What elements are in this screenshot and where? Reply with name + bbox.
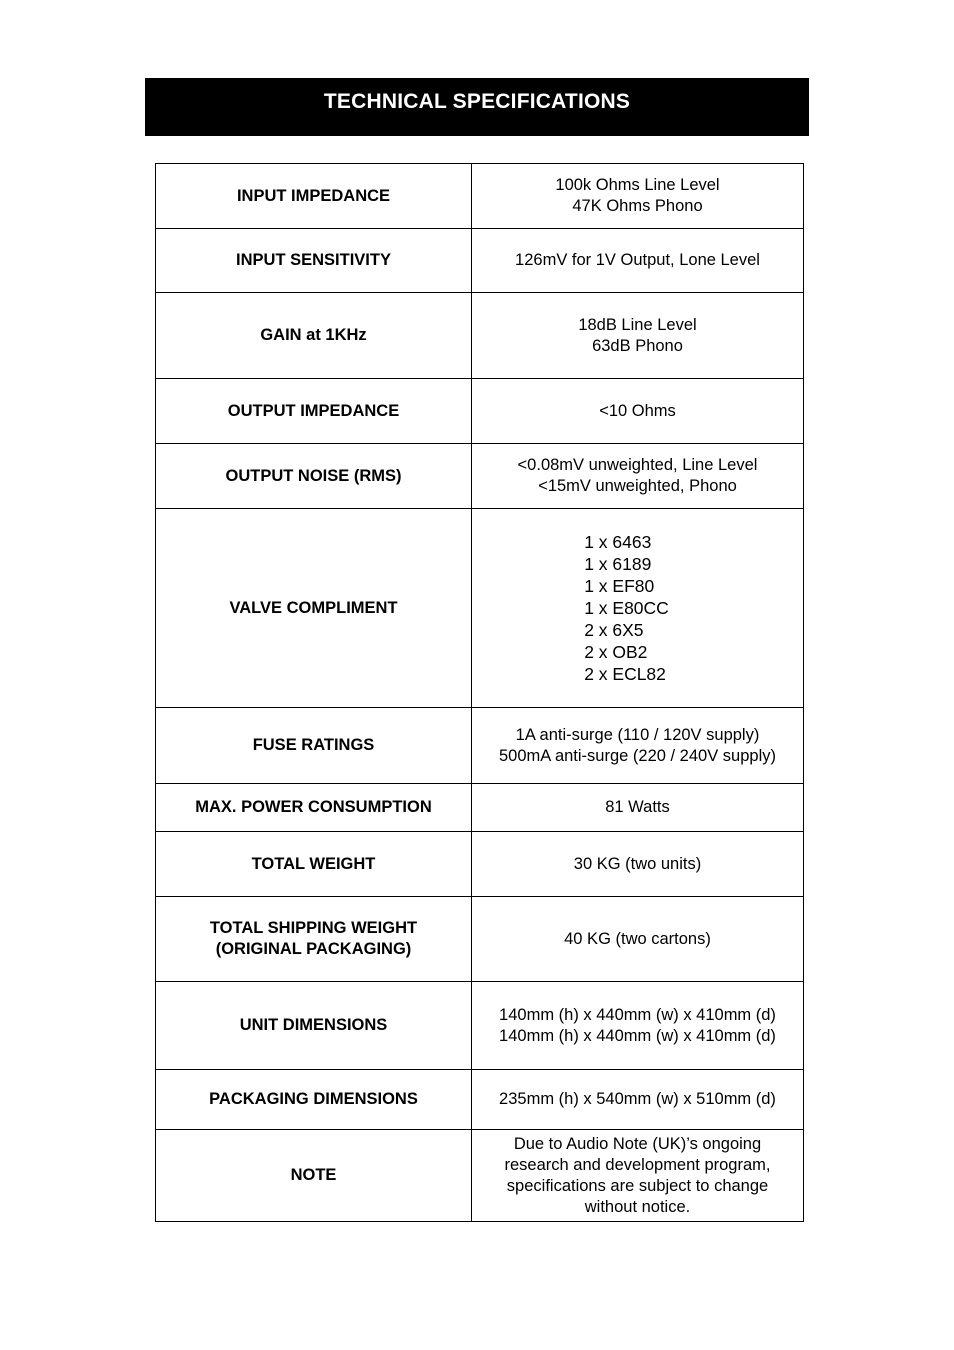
spec-label: UNIT DIMENSIONS bbox=[156, 982, 472, 1070]
table-row bbox=[156, 229, 804, 293]
spec-value: 126mV for 1V Output, Lone Level bbox=[472, 229, 804, 293]
table-row bbox=[156, 164, 804, 229]
valve-list: 1 x 6463 1 x 6189 1 x EF80 1 x E80CC 2 x 6X5 2 x OB2 2 x ECL82 bbox=[584, 531, 669, 684]
page-title: TECHNICAL SPECIFICATIONS bbox=[145, 78, 809, 136]
table-row bbox=[156, 708, 804, 784]
spec-table bbox=[155, 163, 804, 1222]
spec-label: MAX. POWER CONSUMPTION bbox=[156, 784, 472, 832]
spec-label: TOTAL WEIGHT bbox=[156, 832, 472, 897]
table-row bbox=[156, 1130, 804, 1222]
table-row bbox=[156, 784, 804, 832]
spec-label: OUTPUT NOISE (RMS) bbox=[156, 444, 472, 509]
spec-label: INPUT SENSITIVITY bbox=[156, 229, 472, 293]
spec-value: 100k Ohms Line Level 47K Ohms Phono bbox=[472, 164, 804, 229]
table-row bbox=[156, 379, 804, 444]
spec-label: FUSE RATINGS bbox=[156, 708, 472, 784]
spec-label: GAIN at 1KHz bbox=[156, 293, 472, 379]
spec-value: <10 Ohms bbox=[472, 379, 804, 444]
table-row bbox=[156, 1070, 804, 1130]
table-row bbox=[156, 444, 804, 509]
spec-value bbox=[472, 509, 804, 708]
table-row bbox=[156, 982, 804, 1070]
spec-value: 140mm (h) x 440mm (w) x 410mm (d) 140mm (h) x 440mm (w) x 410mm (d) bbox=[472, 982, 804, 1070]
spec-value: 18dB Line Level 63dB Phono bbox=[472, 293, 804, 379]
spec-value: <0.08mV unweighted, Line Level <15mV unweighted, Phono bbox=[472, 444, 804, 509]
table-row bbox=[156, 897, 804, 982]
spec-label: TOTAL SHIPPING WEIGHT (ORIGINAL PACKAGING) bbox=[156, 897, 472, 982]
spec-value: 1A anti-surge (110 / 120V supply) 500mA anti-surge (220 / 240V supply) bbox=[472, 708, 804, 784]
spec-label: INPUT IMPEDANCE bbox=[156, 164, 472, 229]
spec-label: VALVE COMPLIMENT bbox=[156, 509, 472, 708]
spec-value: 81 Watts bbox=[472, 784, 804, 832]
spec-label: NOTE bbox=[156, 1130, 472, 1222]
spec-value: 235mm (h) x 540mm (w) x 510mm (d) bbox=[472, 1070, 804, 1130]
table-row bbox=[156, 509, 804, 708]
spec-value: 30 KG (two units) bbox=[472, 832, 804, 897]
spec-value: Due to Audio Note (UK)’s ongoing research and development program, specifications are subject to change without notice. bbox=[472, 1130, 804, 1222]
spec-label: PACKAGING DIMENSIONS bbox=[156, 1070, 472, 1130]
spec-label: OUTPUT IMPEDANCE bbox=[156, 379, 472, 444]
table-row bbox=[156, 293, 804, 379]
spec-value: 40 KG (two cartons) bbox=[472, 897, 804, 982]
table-row bbox=[156, 832, 804, 897]
